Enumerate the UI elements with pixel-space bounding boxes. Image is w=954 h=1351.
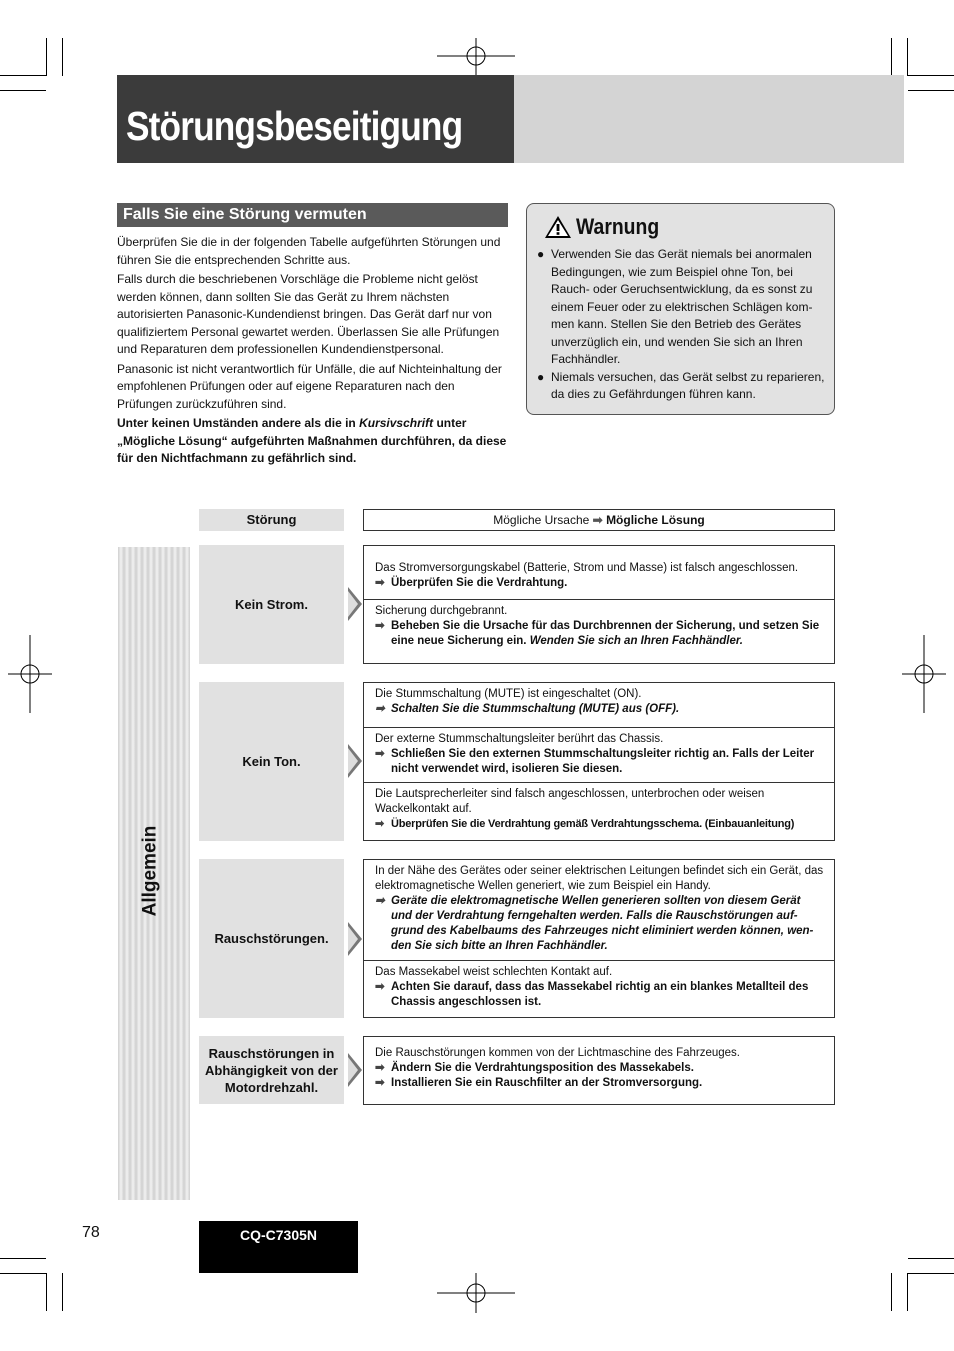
- crop-mark: [908, 90, 954, 91]
- solution-text: Überprüfen Sie die Verdrahtung gemäß Verdrahtungsschema. (Einbauanleitung): [391, 818, 795, 830]
- solution-line: ➡ Schalten Sie die Stummschaltung (MUTE) aus (OFF).: [375, 703, 680, 715]
- solution-text: Ändern Sie die Verdrahtungsposition des Massekabels.: [391, 1062, 694, 1074]
- solution-text-italic: Schalten Sie die Stummschaltung (MUTE) aus (OFF).: [391, 703, 680, 715]
- crop-mark: [0, 1258, 46, 1259]
- arrow-icon: [348, 922, 362, 956]
- crop-mark: [891, 1273, 892, 1311]
- issue-label: Rauschstörungen.: [199, 859, 344, 1018]
- solution-text-italic: Wenden Sie sich an Ihren Fachhändler.: [529, 635, 743, 647]
- solution-text: Beheben Sie die Ursache für das Durchbrennen der Sicherung, und setzen Sie eine neue Sicherung ein.: [391, 620, 820, 647]
- crop-mark: [0, 90, 46, 91]
- registration-mark-right: [902, 635, 946, 713]
- solution-text: Überprüfen Sie die Verdrahtung.: [391, 577, 568, 589]
- arrow-icon: ➡: [592, 513, 603, 527]
- solution-line: ➡ Überprüfen Sie die Verdrahtung gemäß Verdrahtungsschema. (Einbauanleitung): [375, 818, 795, 830]
- warning-item-text: Verwenden Sie das Gerät niemals bei anormalen Bedingungen, wie zum Beispiel ohne Ton, bei Rauch- oder Geruchsentwicklung, da es sonst zu einem Feuer oder zu elektrischen Schlägen kom-men kann. Stellen Sie den Betrieb des Gerätes unverzüglich ein, und wenden Sie sich an Ihren Fachhändler.: [551, 247, 813, 366]
- solution-cell: [364, 727, 834, 782]
- warning-list: [536, 246, 826, 404]
- warning-item-text: Niemals versuchen, das Gerät selbst zu reparieren, da dies zu Gefährdungen führen kann.: [551, 369, 825, 401]
- arrow-icon: [348, 587, 362, 621]
- cause-text: Die Stummschaltung (MUTE) ist eingeschaltet (ON).: [375, 688, 642, 700]
- solution-line: ➡ Überprüfen Sie die Verdrahtung.: [375, 577, 568, 589]
- crop-mark: [62, 38, 63, 76]
- intro-paragraph: Panasonic ist nicht verantwortlich für Unfälle, die auf Nichteinhaltung der empfohlenen Prüfungen oder auf eigene Reparaturen nach den Prüfungen zurückzuführen sind.: [117, 361, 502, 411]
- intro-paragraph: Falls durch die beschriebenen Vorschläge die Probleme nicht gelöst werden können, dann sollten Sie das Gerät zu Ihrem nächsten autorisierten Panasonic-Kundendienst bringen. Das Gerät darf nur von qualifiziertem Personal gewartet werden. Überlassen Sie alle Prüfungen und Reparaturen dem professionellen Kundendienstpersonal.: [117, 272, 500, 356]
- intro-warning-text: Unter keinen Umständen andere als die in: [117, 416, 360, 430]
- crop-mark: [908, 1258, 954, 1259]
- registration-mark-bottom: [437, 1273, 515, 1313]
- registration-mark-top: [437, 38, 515, 78]
- page-number: 78: [82, 1224, 100, 1241]
- cause-text: Das Massekabel weist schlechten Kontakt auf.: [375, 966, 613, 978]
- solution-cell: [364, 782, 834, 840]
- category-label: Allgemein: [139, 825, 161, 917]
- title-bar-extension: [514, 75, 904, 163]
- arrow-icon: [348, 744, 362, 778]
- arrow-icon: [348, 1053, 362, 1087]
- registration-mark-left: [8, 635, 52, 713]
- intro-warning-italic: Kursivschrift: [359, 416, 434, 430]
- solution-line: ➡ Installieren Sie ein Rauschfilter an der Stromversorgung.: [375, 1077, 703, 1089]
- cause-text: Sicherung durchgebrannt.: [375, 605, 508, 617]
- solution-text: Installieren Sie ein Rauschfilter an der Stromversorgung.: [391, 1077, 703, 1089]
- solution-cell: [364, 960, 834, 1017]
- solution-cell: [364, 1037, 834, 1104]
- issue-label: Kein Ton.: [199, 682, 344, 841]
- section-heading: Falls Sie eine Störung vermuten: [117, 203, 508, 227]
- crop-mark: [907, 1273, 908, 1311]
- crop-mark: [62, 1273, 63, 1311]
- cause-text: Der externe Stummschaltungsleiter berührt das Chassis.: [375, 733, 664, 745]
- column-header-cause-solution: [363, 509, 835, 531]
- cause-text: Die Rauschstörungen kommen von der Lichtmaschine des Fahrzeuges.: [375, 1047, 740, 1059]
- solution-line: ➡ Beheben Sie die Ursache für das Durchbrennen der Sicherung, und setzen Sie eine neue Sicherung ein. Wenden Sie sich an Ihren Fachhändler.: [375, 620, 820, 647]
- solution-text: Schließen Sie den externen Stummschaltungsleiter richtig an. Falls der Leiter nicht verwendet wird, isolieren Sie diesen.: [391, 748, 815, 775]
- solution-box: [363, 1036, 835, 1105]
- solution-line: ➡ Achten Sie darauf, dass das Massekabel richtig an ein blankes Metallteil des Chassis angeschlossen ist.: [375, 981, 809, 1008]
- crop-mark: [46, 1273, 47, 1311]
- issue-label: Rauschstörungen in Abhängigkeit von der Motordrehzahl.: [199, 1036, 344, 1104]
- crop-mark: [0, 1273, 46, 1274]
- solution-line: ➡ Geräte die elektromagnetische Wellen generieren sollten von diesem Gerät und der Verdrahtung ferngehalten werden. Falls die Rauschstörungen auf-grund des Kabelbaums des Fahrzeuges nicht eliminiert werden können, wen-den Sie sich bitte an Ihren Fachhändler.: [375, 895, 814, 952]
- solution-header: Mögliche Lösung: [606, 513, 705, 527]
- solution-box: [363, 682, 835, 841]
- model-label: CQ-C7305N: [199, 1221, 358, 1273]
- cause-text: Das Stromversorgungskabel (Batterie, Strom und Masse) ist falsch angeschlossen.: [375, 562, 799, 574]
- cause-text: In der Nähe des Gerätes oder seiner elektrischen Leitungen befindet sich ein Gerät, das elektromagnetische Wellen generiert, wie zum Beispiel ein Handy.: [375, 865, 824, 892]
- solution-line: ➡ Ändern Sie die Verdrahtungsposition des Massekabels.: [375, 1062, 694, 1074]
- warning-triangle-icon: [544, 215, 572, 239]
- column-header-issue: Störung: [199, 509, 344, 531]
- crop-mark: [0, 75, 46, 76]
- solution-box: [363, 545, 835, 664]
- crop-mark: [908, 75, 954, 76]
- cause-text: Die Lautsprecherleiter sind falsch angeschlossen, unterbrochen oder weisen Wackelkontakt auf.: [375, 788, 765, 815]
- solution-box: [363, 859, 835, 1018]
- solution-text-italic: Geräte die elektromagnetische Wellen generieren sollten von diesem Gerät und der Verdrahtung ferngehalten werden. Falls die Rauschstörungen auf-grund des Kabelbaums des Fahrzeuges nicht eliminiert werden können, wen-den Sie sich bitte an Ihren Fachhändler.: [391, 895, 814, 952]
- issue-label: Kein Strom.: [199, 545, 344, 664]
- intro-warning-paragraph: [117, 415, 509, 468]
- solution-cell: [364, 683, 834, 727]
- solution-cell: [364, 860, 834, 960]
- intro-warning-text: unter „Mögliche Lösung“ aufgeführten Maßnahmen durchführen, da diese für den Nichtfachmann zu gefährlich sind.: [117, 416, 507, 465]
- cause-header: Mögliche Ursache: [493, 513, 590, 527]
- solution-cell: [364, 546, 834, 599]
- warning-item: ● Niemals versuchen, das Gerät selbst zu reparieren, da dies zu Gefährdungen führen kann.: [537, 369, 825, 401]
- crop-mark: [891, 38, 892, 76]
- solution-cell: [364, 599, 834, 663]
- page-title: Störungsbeseitigung: [126, 103, 463, 149]
- intro-text: [117, 234, 509, 470]
- crop-mark: [907, 38, 908, 76]
- solution-line: ➡ Schließen Sie den externen Stummschaltungsleiter richtig an. Falls der Leiter nicht verwendet wird, isolieren Sie diesen.: [375, 748, 815, 775]
- crop-mark: [908, 1273, 954, 1274]
- warning-title: Warnung: [576, 214, 660, 239]
- warning-item: ● Verwenden Sie das Gerät niemals bei anormalen Bedingungen, wie zum Beispiel ohne Ton, bei Rauch- oder Geruchsentwicklung, da es sonst zu einem Feuer oder zu elektrischen Schlägen kom-men kann. Stellen Sie den Betrieb des Gerätes unverzüglich ein, und wenden Sie sich an Ihren Fachhändler.: [537, 247, 813, 366]
- solution-text: Achten Sie darauf, dass das Massekabel richtig an ein blankes Metallteil des Chassis angeschlossen ist.: [391, 981, 809, 1008]
- intro-paragraph: Überprüfen Sie die in der folgenden Tabelle aufgeführten Störungen und führen Sie die entsprechenden Schritte aus.: [117, 235, 501, 267]
- crop-mark: [46, 38, 47, 76]
